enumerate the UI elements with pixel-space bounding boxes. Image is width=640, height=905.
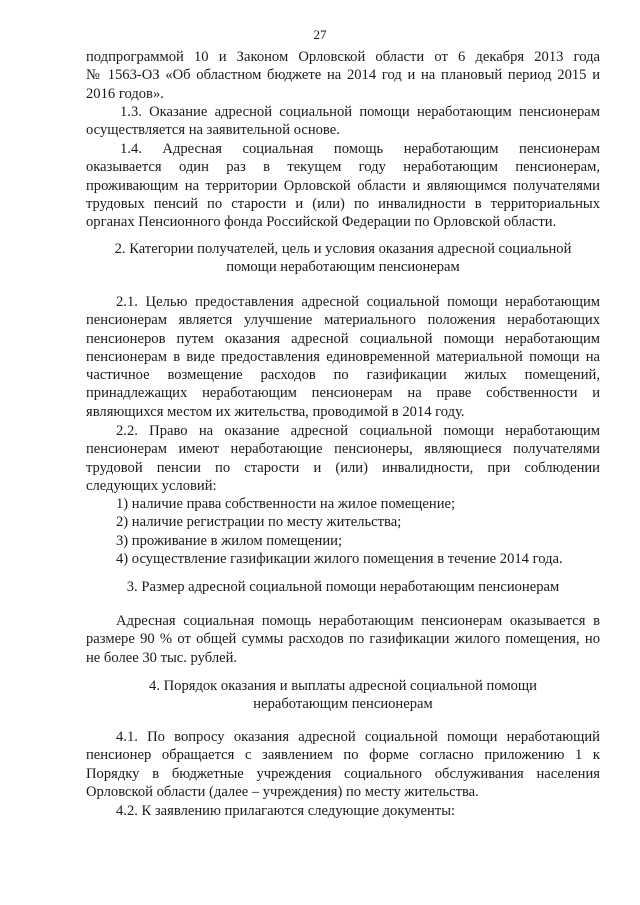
heading-line: 3. Размер адресной социальной помощи неработающим пенсионерам — [126, 579, 560, 595]
heading-line: неработающим пенсионерам — [253, 696, 433, 713]
conditions-list — [86, 495, 600, 568]
heading-line: 2. Категории получателей, цель и условия оказания адресной социальной — [114, 241, 572, 257]
list-item: 1) наличие права собственности на жилое помещение; — [116, 496, 456, 512]
text-line: проживающим на территории Орловской области и являющимся получателями — [86, 177, 600, 194]
text-line: пенсионерам в виде предоставления единовременной материальной помощи на — [86, 348, 600, 365]
paragraph-1-4 — [86, 140, 600, 231]
text-line: следующих условий: — [86, 477, 217, 494]
paragraph-4-2 — [86, 802, 600, 820]
text-line: оказывается один раз в текущем году неработающим пенсионерам, — [86, 159, 600, 176]
text-line: 4.2. К заявлению прилагаются следующие документы: — [116, 803, 456, 819]
text-line: пенсионерам является улучшение материального положения неработающих — [86, 312, 600, 329]
text-line: органах Пенсионного фонда Российской Федерации по Орловской области. — [86, 214, 557, 231]
text-line: 4.1. По вопросу оказания адресной социальной помощи неработающий — [116, 729, 600, 745]
page-number: 27 — [313, 27, 327, 42]
text-line: принадлежащих неработающим пенсионерам на праве собственности и — [86, 385, 600, 402]
paragraph-2-1 — [86, 293, 600, 421]
text-line: не более 30 тыс. рублей. — [86, 649, 238, 666]
paragraph-3 — [86, 612, 600, 667]
text-line: частичное возмещение расходов по газификации жилых помещений, — [86, 367, 600, 384]
text-line: пенсионер обращается с заявлением по форме согласно приложению 1 к — [86, 747, 600, 764]
text-line: 2016 годов». — [86, 85, 164, 102]
list-item: 4) осуществление газификации жилого помещения в течение 2014 года. — [116, 550, 563, 567]
text-line: Орловской области (далее – учреждения) по месту жительства. — [86, 783, 479, 800]
text-line: 1.4. Адресная социальная помощь неработающим пенсионерам — [120, 141, 600, 157]
text-line: осуществляется на заявительной основе. — [86, 122, 340, 139]
text-line: № 1563-ОЗ «Об областном бюджете на 2014 год и на плановый период 2015 и — [86, 67, 600, 84]
heading-line: 4. Порядок оказания и выплаты адресной социальной помощи — [149, 678, 537, 694]
text-line: размере 90 % от общей суммы расходов по газификации жилого помещения, но — [86, 631, 600, 648]
section-2-heading — [86, 240, 600, 277]
paragraph-1-3 — [86, 103, 600, 140]
list-item: 2) наличие регистрации по месту жительства; — [116, 514, 402, 531]
text-line: являющихся местом их жительства, проводимой в 2014 году. — [86, 403, 465, 420]
text-line: 1.3. Оказание адресной социальной помощи неработающим пенсионерам — [120, 104, 600, 120]
text-line: подпрограммой 10 и Законом Орловской области от 6 декабря 2013 года — [86, 49, 600, 65]
text-line: Порядку в бюджетные учреждения социального обслуживания населения — [86, 765, 600, 782]
text-line: Адресная социальная помощь неработающим пенсионерам оказывается в — [116, 613, 600, 629]
text-line: пенсионеров путем оказания адресной социальной помощи неработающим — [86, 330, 600, 347]
paragraph-2-2 — [86, 422, 600, 495]
heading-line: помощи неработающим пенсионерам — [226, 259, 460, 276]
text-line: 2.1. Целью предоставления адресной социальной помощи неработающим — [116, 294, 600, 310]
section-3-heading — [86, 578, 600, 596]
text-line: трудовых пенсий по старости и (или) по инвалидности в территориальных — [86, 195, 600, 212]
paragraph-4-1 — [86, 728, 600, 801]
intro-paragraph — [86, 48, 600, 103]
text-line: трудовой пенсии по старости и (или) инвалидности, при соблюдении — [86, 459, 600, 476]
section-4-heading — [86, 677, 600, 714]
text-line: пенсионерам имеют неработающие пенсионеры, являющиеся получателями — [86, 441, 600, 458]
text-line: 2.2. Право на оказание адресной социальной помощи неработающим — [116, 423, 600, 439]
list-item: 3) проживание в жилом помещении; — [116, 532, 343, 549]
